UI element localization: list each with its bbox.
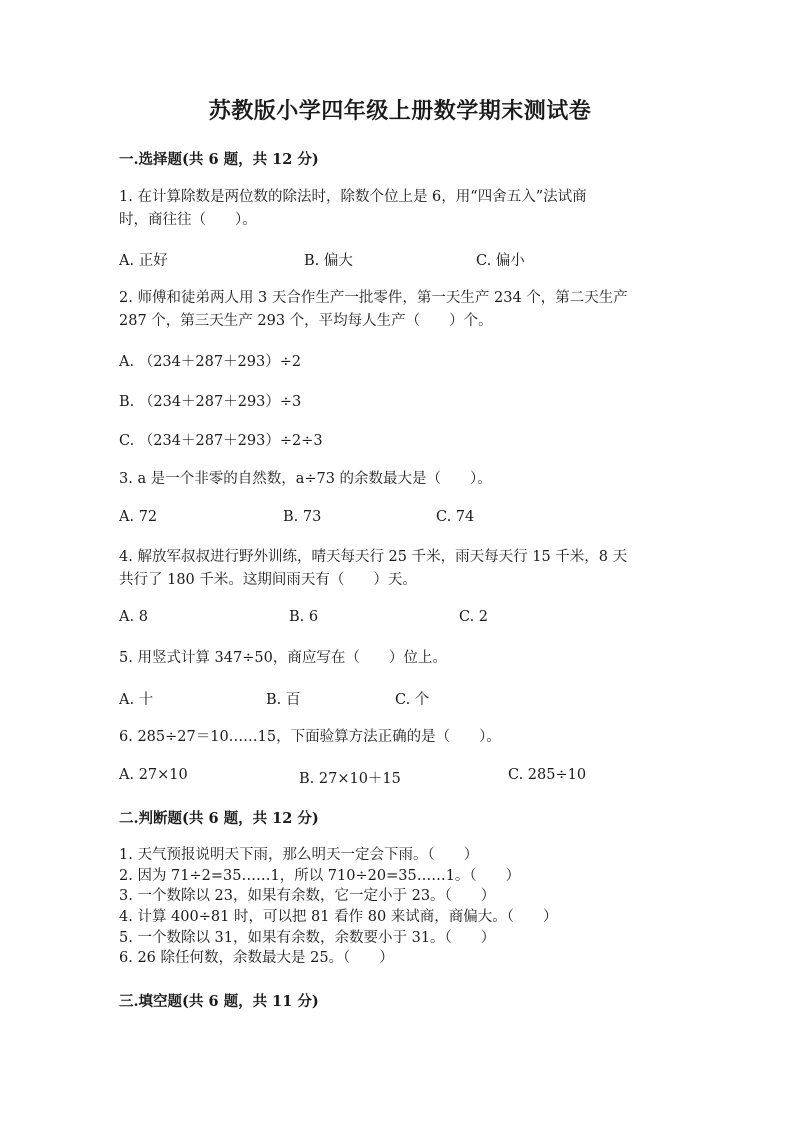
question-5 (119, 647, 684, 670)
option-c: C. 285÷10 (508, 767, 587, 783)
true-false-item: 6. 26 除任何数，余数最大是 25。（ ） (119, 950, 394, 967)
question-3-line-1: 3. a 是一个非零的自然数，a÷73 的余数最大是（ ）。 (119, 471, 492, 487)
question-2-option-c: C. （234＋287＋293）÷2÷3 (119, 433, 323, 449)
question-2-line-1: 2. 师傅和徒弟两人用 3 天合作生产一批零件，第一天生产 234 个，第二天生产 (119, 290, 628, 306)
option-a: A. 正好 (119, 253, 168, 269)
question-2-option-a: A. （234＋287＋293）÷2 (119, 354, 302, 370)
question-3 (119, 468, 684, 491)
question-6-line-1: 6. 285÷27＝10……15，下面验算方法正确的是（ ）。 (119, 729, 501, 745)
true-false-list (119, 845, 558, 969)
question-2-line-2: 287 个，第三天生产 293 个，平均每人生产（ ）个。 (119, 313, 493, 329)
question-1-line-1: 1. 在计算除数是两位数的除法时，除数个位上是 6，用“四舍五入”法试商 (119, 189, 587, 205)
true-false-item: 4. 计算 400÷81 时，可以把 81 看作 80 来试商，商偏大。（ ） (119, 909, 558, 926)
true-false-item: 5. 一个数除以 31，如果有余数，余数要小于 31。（ ） (119, 929, 496, 946)
question-4 (119, 546, 684, 592)
option-b: B. 27×10＋15 (299, 771, 401, 787)
section-heading-choice: 一.选择题(共 6 题，共 12 分) (119, 151, 319, 168)
question-2 (119, 287, 684, 333)
option-b: B. 偏大 (304, 253, 353, 269)
true-false-item: 3. 一个数除以 23，如果有余数，它一定小于 23。（ ） (119, 888, 496, 905)
option-a: A. 十 (119, 692, 154, 708)
option-c: C. 个 (395, 692, 430, 708)
option-c: C. 偏小 (476, 253, 525, 269)
option-b: B. 6 (289, 609, 319, 625)
question-5-line-1: 5. 用竖式计算 347÷50，商应写在（ ）位上。 (119, 650, 447, 666)
option-a: A. 27×10 (119, 767, 188, 783)
option-c: C. 2 (459, 609, 489, 625)
page-title: 苏教版小学四年级上册数学期末测试卷 (208, 98, 592, 124)
true-false-item: 1. 天气预报说明天下雨，那么明天一定会下雨。（ ） (119, 847, 479, 863)
option-a: A. 8 (119, 609, 148, 625)
true-false-item: 2. 因为 71÷2=35……1，所以 710÷20=35……1。（ ） (119, 867, 521, 884)
question-1-line-2: 时，商往往（ ）。 (119, 212, 257, 228)
question-4-line-2: 共行了 180 千米。这期间雨天有（ ）天。 (119, 572, 417, 588)
section-heading-fill-blank: 三.填空题(共 6 题，共 11 分) (119, 993, 319, 1010)
section-heading-true-false: 二.判断题(共 6 题，共 12 分) (119, 810, 319, 827)
question-2-option-b: B. （234＋287＋293）÷3 (119, 394, 302, 410)
question-6 (119, 726, 684, 749)
option-c: C. 74 (436, 509, 475, 525)
option-b: B. 百 (266, 692, 301, 708)
option-b: B. 73 (283, 509, 322, 525)
option-a: A. 72 (119, 509, 158, 525)
question-4-line-1: 4. 解放军叔叔进行野外训练，晴天每天行 25 千米，雨天每天行 15 千米，8 天 (119, 549, 628, 565)
question-1 (119, 186, 684, 232)
